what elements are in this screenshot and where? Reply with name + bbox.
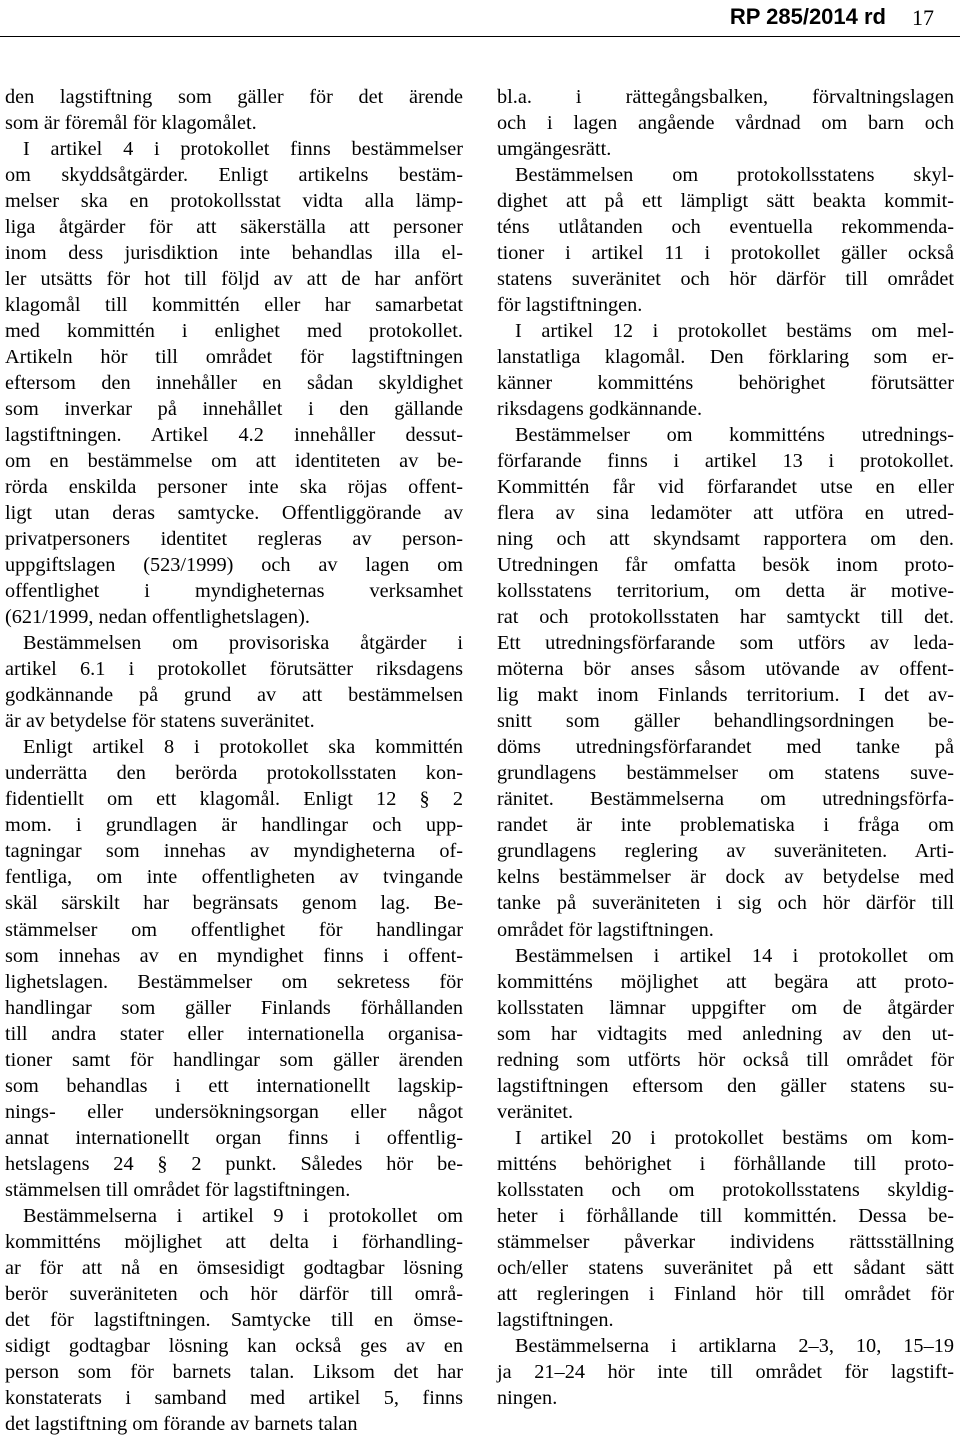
page-number: 17 (912, 5, 934, 30)
paragraph: bl.a. i rättegångsbalken, förvaltningslagen och i lagen angående vårdnad om barn och umgängesrätt. (497, 86, 954, 161)
paragraph: Bestämmelsen i artikel 14 i protokollet om kommitténs möjlighet att begära att proto- kollsstaten lämnar uppgifter om de åtgärder som har vidtagits med anledning av den ut- redning som utförts hör också till området för lagstiftningen eftersom den gäller statens su- veränitet. (497, 944, 954, 1123)
paragraph: Bestämmelser om kommitténs utrednings- förfarande finns i artikel 13 i protokollet. Kommittén får vid förfarandet utse en eller flera av sina ledamöter att utföra en utred- ning och att skyndsamt rapportera om den. Utredningen får omfatta besök inom proto- kollsstatens territorium, om detta är motive- rat och protokollsstaten har samtyckt till det. Ett utredningsförfarande som utförs av leda- möterna bör anses såsom utövande av offent- lig makt inom Finlands territorium. I det av- snitt som gäller behandlingsordningen be- döms utredningsförfarandet med tanke på grundlagens bestämmelser om statens suve- ränitet. Bestämmelserna om utredningsförfa- randet är inte problematiska i fråga om grundlagens reglering av suveräniteten. Arti- kelns bestämmelser är dock av betydelse med tanke på suveräniteten i sig och hör därför till området för lagstiftningen. (497, 424, 954, 941)
right-text-column (497, 84, 954, 1411)
header-rule (0, 36, 960, 37)
paragraph: Bestämmelserna i artiklarna 2–3, 10, 15–19 ja 21–24 hör inte till området för lagstift- ningen. (497, 1334, 954, 1409)
page-header (0, 0, 960, 36)
paragraph: I artikel 4 i protokollet finns bestämmelser om skyddsåtgärder. Enligt artikelns bestäm- melser ska en protokollsstat vidta alla lämp- liga åtgärder för att säkerställa att personer inom dess jurisdiktion inte behandlas illa el- ler utsätts för hot till följd av att de har anfört klagomål till kommittén eller har samarbetat med kommittén i enlighet med protokollet. Artikeln hör till området för lagstiftningen eftersom den innehåller en sådan skyldighet som inverkar på innehållet i den gällande lagstiftningen. Artikel 4.2 innehåller dessut- om en bestämmelse om att identiteten av be- rörda enskilda personer inte ska röjas offent- ligt utan deras samtycke. Offentliggörande av privatpersoners identitet regleras av person- uppgiftslagen (523/1999) och av lagen om offentlighet i myndigheternas verksamhet (621/1999, nedan offentlighetslagen). (5, 138, 463, 629)
paragraph: I artikel 20 i protokollet bestäms om kom- mitténs behörighet i förhållande till proto- kollsstaten och om protokollsstatens skyldig- heter i förhållande till kommittén. Dessa be- stämmelser påverkar individens rättsställning och/eller statens suveränitet på ett sådant sätt att regleringen i Finland hör till området för lagstiftningen. (497, 1126, 954, 1331)
paragraph: I artikel 12 i protokollet bestäms om mel- lanstatliga klagomål. Den förklaring som er- känner kommitténs behörighet förutsätter riksdagens godkännande. (497, 320, 954, 421)
left-text-column (5, 84, 463, 1437)
paragraph: Bestämmelserna i artikel 9 i protokollet om kommitténs möjlighet att delta i förhandling- ar för att nå en ömsesidigt godtagbar lösning berör suveräniteten och hör därför till områ- det för lagstiftningen. Samtycke till en ömse- sidigt godtagbar lösning kan också ges av en person som för barnets talan. Liksom det har konstaterats i samband med artikel 5, finns det lagstiftning om förande av barnets talan (5, 1204, 463, 1435)
paragraph: den lagstiftning som gäller för det ärende som är föremål för klagomålet. (5, 86, 463, 135)
document-reference: RP 285/2014 rd (729, 4, 886, 29)
paragraph: Bestämmelsen om protokollsstatens skyl- dighet att på ett lämpligt sätt beakta kommit- téns utlåtanden och eventuella rekommenda- tioner i artikel 11 i protokollet gäller också statens suveränitet och hör därför till området för lagstiftningen. (497, 164, 954, 317)
paragraph: Bestämmelsen om provisoriska åtgärder i artikel 6.1 i protokollet förutsätter riksdagens godkännande på grund av att bestämmelsen är av betydelse för statens suveränitet. (5, 632, 463, 733)
paragraph: Enligt artikel 8 i protokollet ska kommittén underrätta den berörda protokollsstaten kon- fidentiellt om ett klagomål. Enligt 12 § 2 mom. i grundlagen är handlingar och upp- tagningar som innehas av myndigheterna of- fentliga, om inte offentligheten av tvingande skäl särskilt har begränsats genom lag. Be- stämmelser om offentlighet för handlingar som innehas av en myndighet finns i offent- lighetslagen. Bestämmelser om sekretess för handlingar som gäller Finlands förhållanden till andra stater eller internationella organisa- tioner samt för handlingar som gäller ärenden som behandlas i ett internationellt lagskip- nings- eller undersökningsorgan eller något annat internationellt organ finns i offentlig- hetslagens 24 § 2 punkt. Således hör be- stämmelsen till området för lagstiftningen. (5, 736, 463, 1201)
